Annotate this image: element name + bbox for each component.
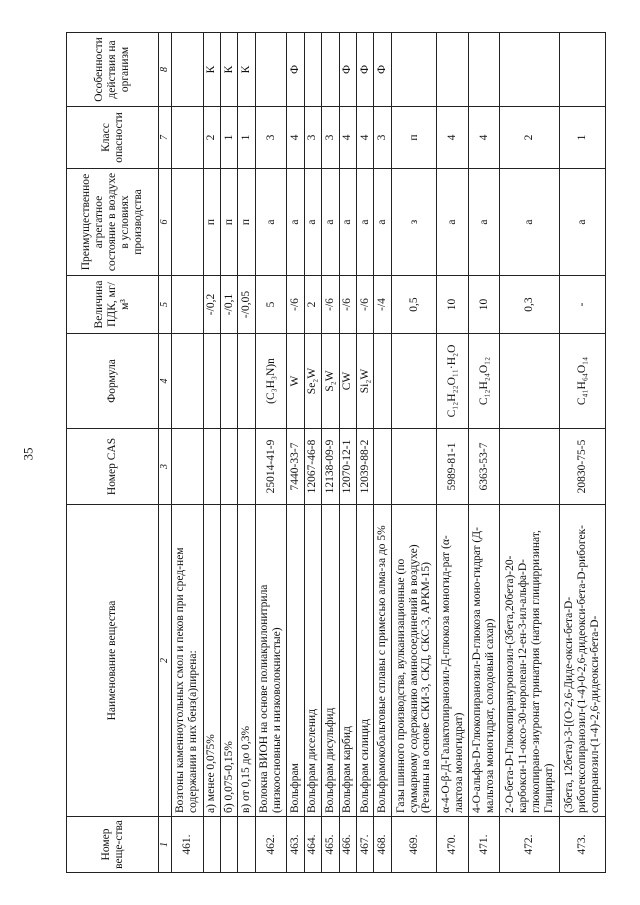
formula	[238, 334, 255, 429]
row-number: 468.	[374, 817, 391, 873]
effect-on-body	[437, 33, 469, 107]
table-body	[172, 33, 606, 873]
hazard-class: 4	[339, 107, 356, 169]
effect-on-body: Ф	[287, 33, 304, 107]
cas-number: 12039-88-2	[356, 429, 373, 505]
effect-on-body: Ф	[339, 33, 356, 107]
hazard-class: п	[391, 107, 437, 169]
formula: (C₃H₃N)n	[255, 334, 287, 429]
pdk-value: 0,5	[391, 276, 437, 334]
cas-number	[238, 429, 255, 505]
substance-name: а) менее 0,075%	[203, 505, 220, 817]
formula: C₄₁H₆₄O₁₄	[560, 334, 606, 429]
effect-on-body: К	[203, 33, 220, 107]
row-number: 469.	[391, 817, 437, 873]
formula	[220, 334, 237, 429]
aggregate-state: а	[339, 169, 356, 276]
cas-number: 7440-33-7	[287, 429, 304, 505]
table-row	[322, 33, 339, 873]
aggregate-state: а	[374, 169, 391, 276]
effect-on-body	[304, 33, 321, 107]
substance-name: Вольфрам дисульфид	[322, 505, 339, 817]
aggregate-state: п	[238, 169, 255, 276]
pdk-value: 5	[255, 276, 287, 334]
header-class: Класс опасности	[67, 107, 159, 169]
pdk-value: -/0,2	[203, 276, 220, 334]
header-pdk: Величина ПДК, мг/м³	[67, 276, 159, 334]
substance-name: Вольфрам силицид	[356, 505, 373, 817]
formula: Si₂W	[356, 334, 373, 429]
header-cas: Номер CAS	[67, 429, 159, 505]
pdk-value: -/6	[287, 276, 304, 334]
hazard-class: 4	[356, 107, 373, 169]
pdk-value: 2	[304, 276, 321, 334]
pdk-value: 10	[437, 276, 469, 334]
substance-name: Вольфрам карбид	[339, 505, 356, 817]
formula	[391, 334, 437, 429]
cas-number: 12138-09-9	[322, 429, 339, 505]
hazard-class: 1	[220, 107, 237, 169]
hazard-class: 3	[255, 107, 287, 169]
aggregate-state	[172, 169, 204, 276]
aggregate-state: а	[560, 169, 606, 276]
row-number: 461.	[172, 817, 204, 873]
pdk-value	[172, 276, 204, 334]
pdk-value: -/6	[322, 276, 339, 334]
hazard-class: 4	[437, 107, 469, 169]
row-number: 462.	[255, 817, 287, 873]
pdk-value: -/4	[374, 276, 391, 334]
header-state: Преимущественное агрегатное состояние в воздухе в условиях производства	[67, 169, 159, 276]
row-number	[220, 817, 237, 873]
table-row	[255, 33, 287, 873]
col-index: 8	[159, 33, 172, 107]
substance-name: (3бета, 12бета)-3-[(О-2,6-Диде-окси-бета-D-рибогексопиранозил-(1-4)-0-2,6-дидеокси-бета-D-рибогек-сопиранозил-(1-4)-2,6-дидеокси-бета-D-	[560, 505, 606, 817]
substance-name: Газы шинного производства, вулканизационные (по суммарному содержанию аминосоединений в воздухе) (Резины на основе СКИ-3, СКД, СКС-3, АРКМ-15)	[391, 505, 437, 817]
effect-on-body	[560, 33, 606, 107]
substances-table	[66, 32, 606, 873]
hazard-class: 4	[287, 107, 304, 169]
cas-number	[203, 429, 220, 505]
substance-name: 4-О-альфа-D-Глюкопиранозил-D-глюкоза моно-гидрат (Д-мальтоза моногидрат, солодовый сахар)	[468, 505, 500, 817]
hazard-class: 3	[304, 107, 321, 169]
table-row	[500, 33, 560, 873]
col-index: 1	[159, 817, 172, 873]
cas-number	[220, 429, 237, 505]
cas-number: 12067-46-8	[304, 429, 321, 505]
aggregate-state: а	[304, 169, 321, 276]
formula: C₁₂H₂₂O₁₁·H₂O	[437, 334, 469, 429]
effect-on-body	[391, 33, 437, 107]
pdk-value: -	[560, 276, 606, 334]
table-row	[560, 33, 606, 873]
table-row	[238, 33, 255, 873]
effect-on-body: К	[220, 33, 237, 107]
aggregate-state: а	[468, 169, 500, 276]
effect-on-body	[468, 33, 500, 107]
table-row	[287, 33, 304, 873]
substance-name: Вольфрам диселенид	[304, 505, 321, 817]
formula: CW	[339, 334, 356, 429]
cas-number	[374, 429, 391, 505]
cas-number: 20830-75-5	[560, 429, 606, 505]
table-row	[391, 33, 437, 873]
row-number: 472.	[500, 817, 560, 873]
aggregate-state: а	[437, 169, 469, 276]
hazard-class: 2	[500, 107, 560, 169]
formula: Se₂W	[304, 334, 321, 429]
cas-number: 25014-41-9	[255, 429, 287, 505]
pdk-value: 0,3	[500, 276, 560, 334]
aggregate-state: а	[322, 169, 339, 276]
table-row	[374, 33, 391, 873]
formula: S₂W	[322, 334, 339, 429]
formula: W	[287, 334, 304, 429]
substance-name: в) от 0,15 до 0,3%	[238, 505, 255, 817]
formula	[203, 334, 220, 429]
effect-on-body	[172, 33, 204, 107]
effect-on-body	[322, 33, 339, 107]
column-index-row	[159, 33, 172, 873]
header-effect: Особенности действия на организм	[67, 33, 159, 107]
pdk-value: -/6	[356, 276, 373, 334]
table-row	[220, 33, 237, 873]
row-number: 464.	[304, 817, 321, 873]
substance-name: Волокна ВИОН на основе полиакрилонитрила (низкоосновные и низковолокнистые)	[255, 505, 287, 817]
substance-name: Вольфрамокобальтовые сплавы с примесью алма-за до 5%	[374, 505, 391, 817]
row-number: 470.	[437, 817, 469, 873]
header-name: Наименование вещества	[67, 505, 159, 817]
pdk-value: -/0,1	[220, 276, 237, 334]
col-index: 5	[159, 276, 172, 334]
hazard-class: 4	[468, 107, 500, 169]
table-row	[339, 33, 356, 873]
substance-name: α-4-О-β-Д-Галактопиранозил-Д-глюкоза моногид-рат (α-лактоза моногидрат)	[437, 505, 469, 817]
row-number: 463.	[287, 817, 304, 873]
substance-name: Возгоны каменноугольных смол и пеков при сред-нем содержании в них бенз(а)пирена:	[172, 505, 204, 817]
formula: C₁₂H₂₄O₁₂	[468, 334, 500, 429]
effect-on-body	[255, 33, 287, 107]
pdk-value: -/6	[339, 276, 356, 334]
formula	[500, 334, 560, 429]
aggregate-state: п	[220, 169, 237, 276]
row-number	[203, 817, 220, 873]
aggregate-state: а	[255, 169, 287, 276]
row-number: 467.	[356, 817, 373, 873]
col-index: 6	[159, 169, 172, 276]
aggregate-state: п	[203, 169, 220, 276]
substance-name: б) 0,075-0,15%	[220, 505, 237, 817]
header-formula: Формула	[67, 334, 159, 429]
col-index: 4	[159, 334, 172, 429]
aggregate-state: а	[356, 169, 373, 276]
effect-on-body: К	[238, 33, 255, 107]
row-number: 466.	[339, 817, 356, 873]
table-row	[437, 33, 469, 873]
table-row	[203, 33, 220, 873]
effect-on-body	[500, 33, 560, 107]
page-number: 35	[20, 447, 36, 461]
hazard-class: 2	[203, 107, 220, 169]
table-row	[304, 33, 321, 873]
hazard-class: 3	[374, 107, 391, 169]
pdk-value: -/0,05	[238, 276, 255, 334]
header-num: Номер веще-ства	[67, 817, 159, 873]
row-number: 465.	[322, 817, 339, 873]
rotated-table-frame	[66, 33, 606, 873]
row-number: 473.	[560, 817, 606, 873]
effect-on-body: Ф	[356, 33, 373, 107]
cas-number: 12070-12-1	[339, 429, 356, 505]
aggregate-state: з	[391, 169, 437, 276]
cas-number: 5989-81-1	[437, 429, 469, 505]
hazard-class: 1	[560, 107, 606, 169]
pdk-value: 10	[468, 276, 500, 334]
row-number	[238, 817, 255, 873]
hazard-class: 1	[238, 107, 255, 169]
cas-number	[391, 429, 437, 505]
table-row	[468, 33, 500, 873]
header-row	[67, 33, 159, 873]
formula	[172, 334, 204, 429]
table-row	[172, 33, 204, 873]
col-index: 7	[159, 107, 172, 169]
col-index: 3	[159, 429, 172, 505]
aggregate-state: а	[500, 169, 560, 276]
row-number: 471.	[468, 817, 500, 873]
cas-number	[172, 429, 204, 505]
cas-number: 6363-53-7	[468, 429, 500, 505]
substance-name: 2-О-бета-D-Глюкопирануронозил-(3бета,20бета)-20-карбокси-11-оксо-30-норолеан-12-ен-3-ил-альфа-D-глюкопирано-зиуронат тринатрия (натрия глицирризинат, Глицират)	[500, 505, 560, 817]
table-row	[356, 33, 373, 873]
hazard-class	[172, 107, 204, 169]
substance-name: Вольфрам	[287, 505, 304, 817]
cas-number	[500, 429, 560, 505]
aggregate-state: а	[287, 169, 304, 276]
table-wrapper	[66, 33, 606, 873]
hazard-class: 3	[322, 107, 339, 169]
formula	[374, 334, 391, 429]
col-index: 2	[159, 505, 172, 817]
effect-on-body: Ф	[374, 33, 391, 107]
